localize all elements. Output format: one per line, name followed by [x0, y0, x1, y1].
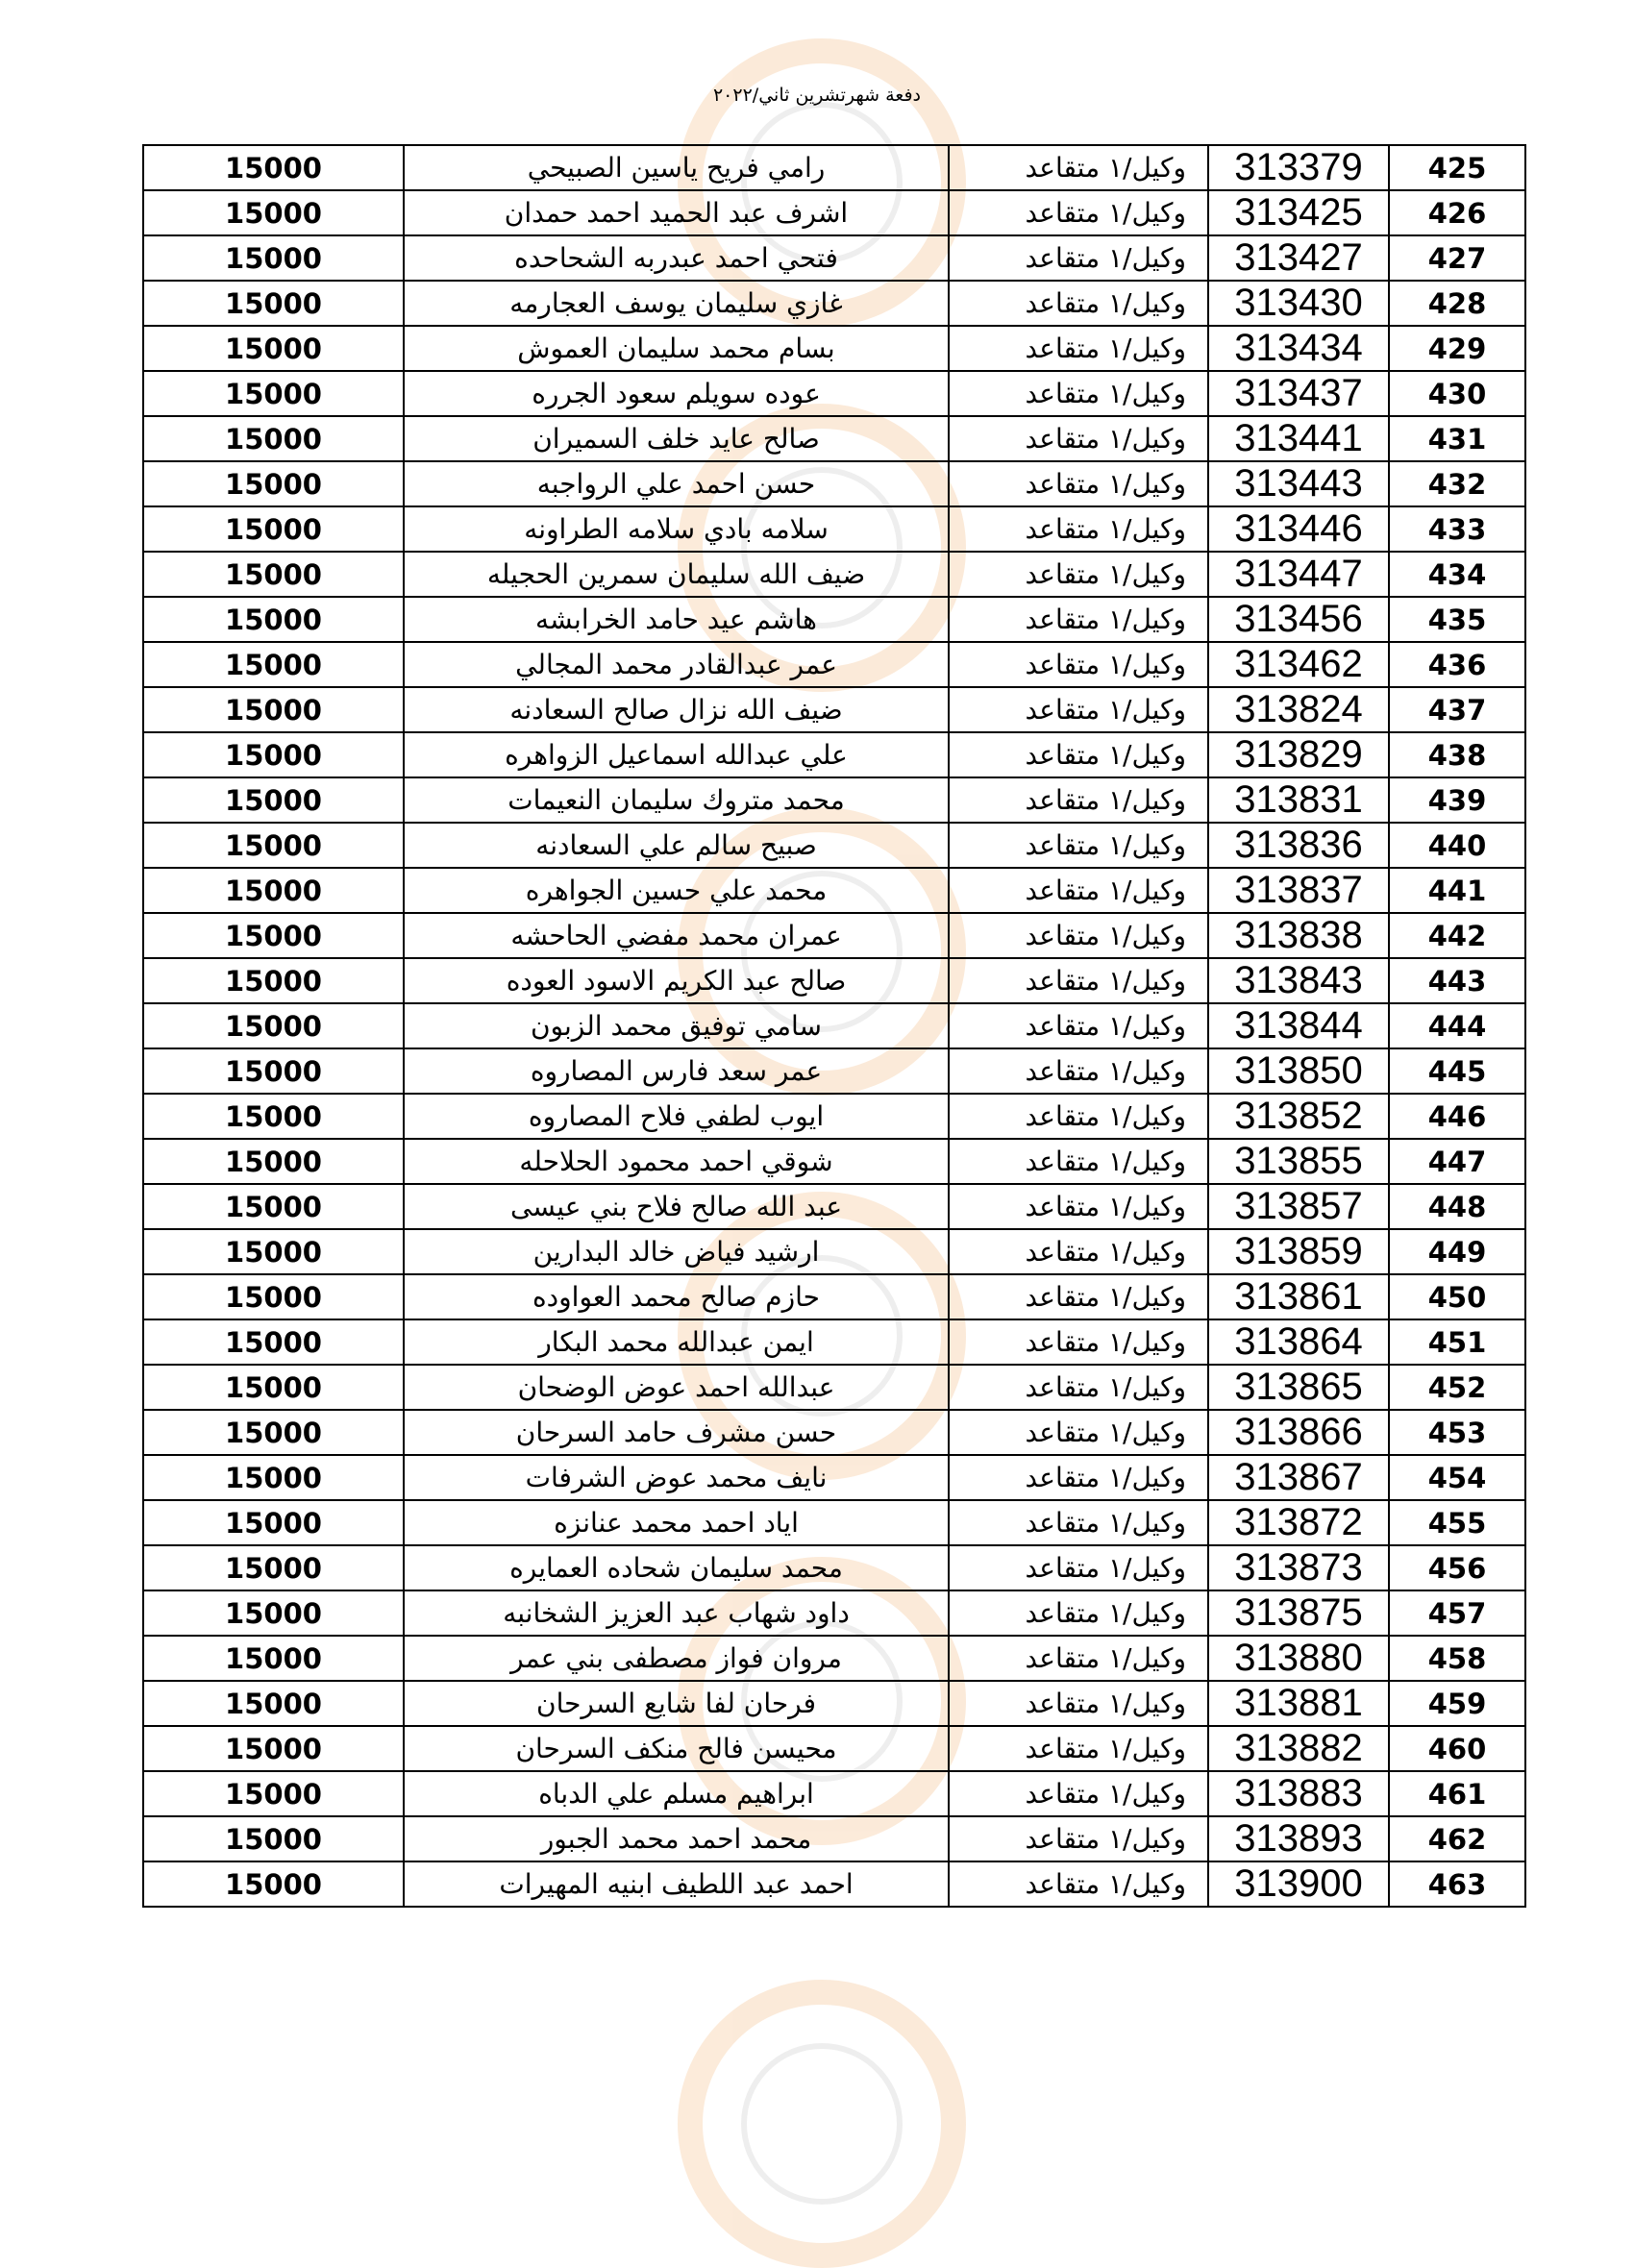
table-row	[143, 1545, 1525, 1590]
person-name: سلامه بادي سلامه الطراونه	[404, 506, 949, 552]
person-name: حسن مشرف حامد السرحان	[404, 1410, 949, 1455]
row-number: 463	[1389, 1861, 1525, 1907]
rank-cell: وكيل/١ متقاعد	[949, 1500, 1208, 1545]
rank-cell: وكيل/١ متقاعد	[949, 868, 1208, 913]
person-name: محمد علي حسين الجواهره	[404, 868, 949, 913]
table-row	[143, 145, 1525, 190]
amount-cell: 15000	[143, 506, 404, 552]
row-number: 454	[1389, 1455, 1525, 1500]
person-name: احمد عبد اللطيف ابنيه المهيرات	[404, 1861, 949, 1907]
table-row	[143, 1726, 1525, 1771]
military-number: 313844	[1208, 1003, 1389, 1048]
military-number: 313838	[1208, 913, 1389, 958]
rank-cell: وكيل/١ متقاعد	[949, 687, 1208, 732]
table-row	[143, 1771, 1525, 1816]
table-row	[143, 1816, 1525, 1861]
amount-cell: 15000	[143, 1861, 404, 1907]
rank-cell: وكيل/١ متقاعد	[949, 371, 1208, 416]
person-name: غازي سليمان يوسف العجارمه	[404, 281, 949, 326]
person-name: رامي فريح ياسين الصبيحي	[404, 145, 949, 190]
person-name: هاشم عيد حامد الخرابشه	[404, 597, 949, 642]
row-number: 436	[1389, 642, 1525, 687]
person-name: اياد احمد محمد عنانزه	[404, 1500, 949, 1545]
person-name: نايف محمد عوض الشرفات	[404, 1455, 949, 1500]
table-row	[143, 416, 1525, 461]
rank-cell: وكيل/١ متقاعد	[949, 1319, 1208, 1365]
table-row	[143, 823, 1525, 868]
table-row	[143, 958, 1525, 1003]
person-name: عبد الله صالح فلاح بني عيسى	[404, 1184, 949, 1229]
rank-cell: وكيل/١ متقاعد	[949, 1410, 1208, 1455]
military-number: 313441	[1208, 416, 1389, 461]
rank-cell: وكيل/١ متقاعد	[949, 1816, 1208, 1861]
rank-cell: وكيل/١ متقاعد	[949, 190, 1208, 235]
person-name: عمر سعد فارس المصاروه	[404, 1048, 949, 1094]
row-number: 461	[1389, 1771, 1525, 1816]
military-number: 313900	[1208, 1861, 1389, 1907]
person-name: فرحان لفا شايع السرحان	[404, 1681, 949, 1726]
amount-cell: 15000	[143, 1139, 404, 1184]
rank-cell: وكيل/١ متقاعد	[949, 1229, 1208, 1274]
amount-cell: 15000	[143, 1816, 404, 1861]
table-row	[143, 461, 1525, 506]
military-number: 313893	[1208, 1816, 1389, 1861]
table-row	[143, 1048, 1525, 1094]
rank-cell: وكيل/١ متقاعد	[949, 416, 1208, 461]
table-row	[143, 190, 1525, 235]
rank-cell: وكيل/١ متقاعد	[949, 281, 1208, 326]
military-number: 313865	[1208, 1365, 1389, 1410]
rank-cell: وكيل/١ متقاعد	[949, 461, 1208, 506]
person-name: ابراهيم مسلم علي الدباه	[404, 1771, 949, 1816]
rank-cell: وكيل/١ متقاعد	[949, 552, 1208, 597]
military-number: 313883	[1208, 1771, 1389, 1816]
row-number: 441	[1389, 868, 1525, 913]
amount-cell: 15000	[143, 1455, 404, 1500]
row-number: 431	[1389, 416, 1525, 461]
amount-cell: 15000	[143, 1274, 404, 1319]
amount-cell: 15000	[143, 868, 404, 913]
person-name: ايمن عبدالله محمد البكار	[404, 1319, 949, 1365]
amount-cell: 15000	[143, 145, 404, 190]
amount-cell: 15000	[143, 1365, 404, 1410]
amount-cell: 15000	[143, 1048, 404, 1094]
amount-cell: 15000	[143, 416, 404, 461]
table-row	[143, 1319, 1525, 1365]
amount-cell: 15000	[143, 281, 404, 326]
amount-cell: 15000	[143, 1094, 404, 1139]
person-name: ضيف الله سليمان سمرين الحجيله	[404, 552, 949, 597]
table-row	[143, 1590, 1525, 1636]
military-number: 313434	[1208, 326, 1389, 371]
person-name: صالح عبد الكريم الاسود العوده	[404, 958, 949, 1003]
person-name: حسن احمد علي الرواجبه	[404, 461, 949, 506]
amount-cell: 15000	[143, 1319, 404, 1365]
payment-table	[142, 144, 1526, 1908]
row-number: 457	[1389, 1590, 1525, 1636]
person-name: محيسن فالح منكف السرحان	[404, 1726, 949, 1771]
row-number: 450	[1389, 1274, 1525, 1319]
military-number: 313831	[1208, 777, 1389, 823]
table-row	[143, 1094, 1525, 1139]
person-name: اشرف عبد الحميد احمد حمدان	[404, 190, 949, 235]
table-row	[143, 1365, 1525, 1410]
amount-cell: 15000	[143, 1184, 404, 1229]
military-number: 313425	[1208, 190, 1389, 235]
rank-cell: وكيل/١ متقاعد	[949, 1681, 1208, 1726]
row-number: 446	[1389, 1094, 1525, 1139]
amount-cell: 15000	[143, 1771, 404, 1816]
row-number: 443	[1389, 958, 1525, 1003]
row-number: 425	[1389, 145, 1525, 190]
table-row	[143, 732, 1525, 777]
amount-cell: 15000	[143, 1410, 404, 1455]
amount-cell: 15000	[143, 958, 404, 1003]
person-name: حازم صالح محمد العواوده	[404, 1274, 949, 1319]
payment-table-body	[143, 145, 1525, 1907]
row-number: 428	[1389, 281, 1525, 326]
military-number: 313881	[1208, 1681, 1389, 1726]
rank-cell: وكيل/١ متقاعد	[949, 1590, 1208, 1636]
person-name: محمد سليمان شحاده العمايره	[404, 1545, 949, 1590]
row-number: 458	[1389, 1636, 1525, 1681]
rank-cell: وكيل/١ متقاعد	[949, 1274, 1208, 1319]
person-name: محمد متروك سليمان النعيمات	[404, 777, 949, 823]
military-number: 313443	[1208, 461, 1389, 506]
military-number: 313462	[1208, 642, 1389, 687]
amount-cell: 15000	[143, 326, 404, 371]
row-number: 459	[1389, 1681, 1525, 1726]
military-number: 313430	[1208, 281, 1389, 326]
amount-cell: 15000	[143, 732, 404, 777]
military-number: 313437	[1208, 371, 1389, 416]
rank-cell: وكيل/١ متقاعد	[949, 732, 1208, 777]
rank-cell: وكيل/١ متقاعد	[949, 823, 1208, 868]
table-row	[143, 1861, 1525, 1907]
person-name: شوقي احمد محمود الحلاحله	[404, 1139, 949, 1184]
row-number: 455	[1389, 1500, 1525, 1545]
person-name: ايوب لطفي فلاح المصاروه	[404, 1094, 949, 1139]
rank-cell: وكيل/١ متقاعد	[949, 1861, 1208, 1907]
row-number: 448	[1389, 1184, 1525, 1229]
row-number: 427	[1389, 235, 1525, 281]
row-number: 437	[1389, 687, 1525, 732]
rank-cell: وكيل/١ متقاعد	[949, 642, 1208, 687]
military-number: 313852	[1208, 1094, 1389, 1139]
row-number: 434	[1389, 552, 1525, 597]
military-number: 313446	[1208, 506, 1389, 552]
row-number: 432	[1389, 461, 1525, 506]
row-number: 449	[1389, 1229, 1525, 1274]
person-name: سامي توفيق محمد الزبون	[404, 1003, 949, 1048]
rank-cell: وكيل/١ متقاعد	[949, 1455, 1208, 1500]
military-number: 313379	[1208, 145, 1389, 190]
row-number: 442	[1389, 913, 1525, 958]
table-row	[143, 642, 1525, 687]
row-number: 433	[1389, 506, 1525, 552]
military-number: 313867	[1208, 1455, 1389, 1500]
person-name: عمر عبدالقادر محمد المجالي	[404, 642, 949, 687]
military-number: 313866	[1208, 1410, 1389, 1455]
table-row	[143, 1636, 1525, 1681]
military-number: 313859	[1208, 1229, 1389, 1274]
table-row	[143, 868, 1525, 913]
military-number: 313427	[1208, 235, 1389, 281]
table-row	[143, 1229, 1525, 1274]
military-number: 313447	[1208, 552, 1389, 597]
military-number: 313864	[1208, 1319, 1389, 1365]
amount-cell: 15000	[143, 371, 404, 416]
amount-cell: 15000	[143, 687, 404, 732]
row-number: 451	[1389, 1319, 1525, 1365]
table-row	[143, 1139, 1525, 1184]
rank-cell: وكيل/١ متقاعد	[949, 235, 1208, 281]
military-number: 313855	[1208, 1139, 1389, 1184]
person-name: علي عبدالله اسماعيل الزواهره	[404, 732, 949, 777]
row-number: 460	[1389, 1726, 1525, 1771]
amount-cell: 15000	[143, 1590, 404, 1636]
military-number: 313861	[1208, 1274, 1389, 1319]
amount-cell: 15000	[143, 461, 404, 506]
amount-cell: 15000	[143, 1003, 404, 1048]
amount-cell: 15000	[143, 1636, 404, 1681]
row-number: 430	[1389, 371, 1525, 416]
amount-cell: 15000	[143, 1726, 404, 1771]
table-row	[143, 326, 1525, 371]
table-row	[143, 1681, 1525, 1726]
table-row	[143, 235, 1525, 281]
row-number: 435	[1389, 597, 1525, 642]
row-number: 429	[1389, 326, 1525, 371]
military-number: 313880	[1208, 1636, 1389, 1681]
amount-cell: 15000	[143, 552, 404, 597]
person-name: صبيح سالم علي السعادنه	[404, 823, 949, 868]
military-number: 313829	[1208, 732, 1389, 777]
person-name: مروان فواز مصطفى بني عمر	[404, 1636, 949, 1681]
rank-cell: وكيل/١ متقاعد	[949, 326, 1208, 371]
row-number: 462	[1389, 1816, 1525, 1861]
row-number: 439	[1389, 777, 1525, 823]
table-row	[143, 687, 1525, 732]
rank-cell: وكيل/١ متقاعد	[949, 1545, 1208, 1590]
person-name: عبدالله احمد عوض الوضحان	[404, 1365, 949, 1410]
amount-cell: 15000	[143, 190, 404, 235]
row-number: 440	[1389, 823, 1525, 868]
amount-cell: 15000	[143, 1681, 404, 1726]
table-row	[143, 1184, 1525, 1229]
page-title: دفعة شهرتشرين ثاني/٢٠٢٢	[712, 85, 922, 106]
military-number: 313824	[1208, 687, 1389, 732]
military-number: 313882	[1208, 1726, 1389, 1771]
row-number: 453	[1389, 1410, 1525, 1455]
table-row	[143, 1455, 1525, 1500]
table-row	[143, 913, 1525, 958]
table-row	[143, 777, 1525, 823]
person-name: عمران محمد مفضي الحاحشه	[404, 913, 949, 958]
amount-cell: 15000	[143, 1500, 404, 1545]
row-number: 426	[1389, 190, 1525, 235]
table-row	[143, 371, 1525, 416]
military-number: 313837	[1208, 868, 1389, 913]
military-number: 313850	[1208, 1048, 1389, 1094]
table-row	[143, 506, 1525, 552]
rank-cell: وكيل/١ متقاعد	[949, 506, 1208, 552]
rank-cell: وكيل/١ متقاعد	[949, 913, 1208, 958]
row-number: 447	[1389, 1139, 1525, 1184]
row-number: 444	[1389, 1003, 1525, 1048]
person-name: ارشيد فياض خالد البدارين	[404, 1229, 949, 1274]
person-name: بسام محمد سليمان العموش	[404, 326, 949, 371]
person-name: محمد احمد محمد الجبور	[404, 1816, 949, 1861]
amount-cell: 15000	[143, 597, 404, 642]
rank-cell: وكيل/١ متقاعد	[949, 597, 1208, 642]
amount-cell: 15000	[143, 235, 404, 281]
rank-cell: وكيل/١ متقاعد	[949, 1365, 1208, 1410]
table-row	[143, 1274, 1525, 1319]
rank-cell: وكيل/١ متقاعد	[949, 1771, 1208, 1816]
rank-cell: وكيل/١ متقاعد	[949, 1003, 1208, 1048]
table-row	[143, 1410, 1525, 1455]
military-number: 313873	[1208, 1545, 1389, 1590]
military-number: 313456	[1208, 597, 1389, 642]
amount-cell: 15000	[143, 823, 404, 868]
table-row	[143, 597, 1525, 642]
rank-cell: وكيل/١ متقاعد	[949, 777, 1208, 823]
military-number: 313836	[1208, 823, 1389, 868]
table-row	[143, 552, 1525, 597]
amount-cell: 15000	[143, 642, 404, 687]
watermark-logo	[678, 1980, 966, 2268]
row-number: 445	[1389, 1048, 1525, 1094]
table-row	[143, 281, 1525, 326]
row-number: 452	[1389, 1365, 1525, 1410]
row-number: 438	[1389, 732, 1525, 777]
table-row	[143, 1003, 1525, 1048]
rank-cell: وكيل/١ متقاعد	[949, 1726, 1208, 1771]
person-name: ضيف الله نزال صالح السعادنه	[404, 687, 949, 732]
military-number: 313872	[1208, 1500, 1389, 1545]
person-name: عوده سويلم سعود الجرره	[404, 371, 949, 416]
rank-cell: وكيل/١ متقاعد	[949, 1139, 1208, 1184]
row-number: 456	[1389, 1545, 1525, 1590]
rank-cell: وكيل/١ متقاعد	[949, 1094, 1208, 1139]
rank-cell: وكيل/١ متقاعد	[949, 1184, 1208, 1229]
rank-cell: وكيل/١ متقاعد	[949, 145, 1208, 190]
person-name: صالح عايد خلف السميران	[404, 416, 949, 461]
table-row	[143, 1500, 1525, 1545]
person-name: فتحي احمد عبدربه الشحاحده	[404, 235, 949, 281]
military-number: 313843	[1208, 958, 1389, 1003]
military-number: 313875	[1208, 1590, 1389, 1636]
military-number: 313857	[1208, 1184, 1389, 1229]
amount-cell: 15000	[143, 913, 404, 958]
rank-cell: وكيل/١ متقاعد	[949, 958, 1208, 1003]
amount-cell: 15000	[143, 1229, 404, 1274]
person-name: داود شهاب عبد العزيز الشخانبه	[404, 1590, 949, 1636]
amount-cell: 15000	[143, 777, 404, 823]
rank-cell: وكيل/١ متقاعد	[949, 1048, 1208, 1094]
amount-cell: 15000	[143, 1545, 404, 1590]
rank-cell: وكيل/١ متقاعد	[949, 1636, 1208, 1681]
